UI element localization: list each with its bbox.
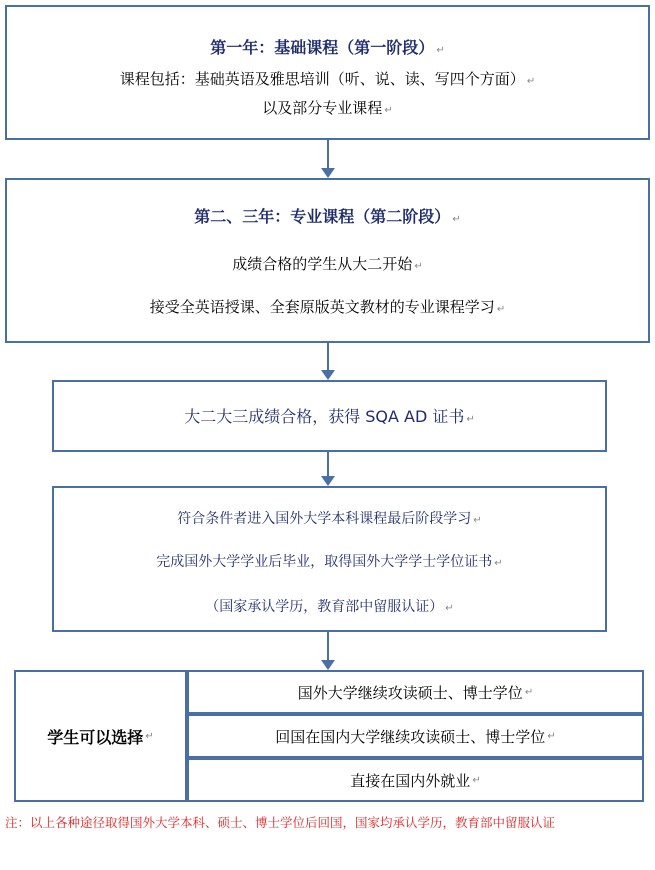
stage2-title: 第二、三年：专业课程（第二阶段） ↵: [194, 207, 461, 226]
arrow-down-icon: [321, 452, 335, 486]
stage3-box: [52, 380, 607, 452]
stage4-line1: 符合条件者进入国外大学本科课程最后阶段学习 ↵: [177, 511, 482, 527]
paragraph-mark-icon: ↵: [452, 214, 461, 225]
paragraph-mark-icon: ↵: [547, 730, 556, 742]
stage4-line3: （国家承认学历，教育部中留服认证） ↵: [205, 599, 454, 615]
paragraph-mark-icon: ↵: [494, 558, 503, 569]
choice-option: 国外大学继续攻读硕士、博士学位 ↵: [187, 670, 644, 714]
choices-label: 学生可以选择 ↵: [14, 670, 187, 802]
stage3-line1: 大二大三成绩合格，获得 SQA AD 证书 ↵: [184, 407, 475, 426]
paragraph-mark-icon: ↵: [466, 414, 475, 425]
paragraph-mark-icon: ↵: [145, 730, 154, 742]
stage2-box: [5, 178, 650, 343]
paragraph-mark-icon: ↵: [436, 45, 445, 56]
stage1-title: 第一年：基础课程（第一阶段） ↵: [210, 38, 445, 57]
stage1-line2: 以及部分专业课程 ↵: [262, 99, 393, 117]
stage2-line1: 成绩合格的学生从大二开始 ↵: [232, 255, 423, 273]
paragraph-mark-icon: ↵: [445, 603, 454, 614]
paragraph-mark-icon: ↵: [496, 304, 506, 315]
footnote: 注：以上各种途径取得国外大学本科、硕士、博士学位后回国，国家均承认学历，教育部中留服认证: [5, 815, 556, 830]
arrow-down-icon: [321, 343, 335, 380]
stage1-line1: 课程包括：基础英语及雅思培训（听、说、读、写四个方面） ↵: [119, 70, 536, 88]
paragraph-mark-icon: ↵: [473, 515, 482, 526]
stage4-box: [52, 486, 607, 632]
paragraph-mark-icon: ↵: [414, 261, 423, 272]
paragraph-mark-icon: ↵: [524, 686, 534, 698]
stage1-box: [5, 5, 650, 140]
paragraph-mark-icon: ↵: [472, 774, 481, 786]
choice-option: 直接在国内外就业 ↵: [187, 758, 644, 802]
choice-option: 回国在国内大学继续攻读硕士、博士学位 ↵: [187, 714, 644, 758]
paragraph-mark-icon: ↵: [526, 76, 536, 87]
arrow-down-icon: [321, 632, 335, 670]
stage2-line2: 接受全英语授课、全套原版英文教材的专业课程学习 ↵: [149, 298, 506, 316]
arrow-down-icon: [321, 140, 335, 178]
paragraph-mark-icon: ↵: [384, 105, 393, 116]
stage4-line2: 完成国外大学学业后毕业，取得国外大学学士学位证书 ↵: [156, 554, 503, 570]
